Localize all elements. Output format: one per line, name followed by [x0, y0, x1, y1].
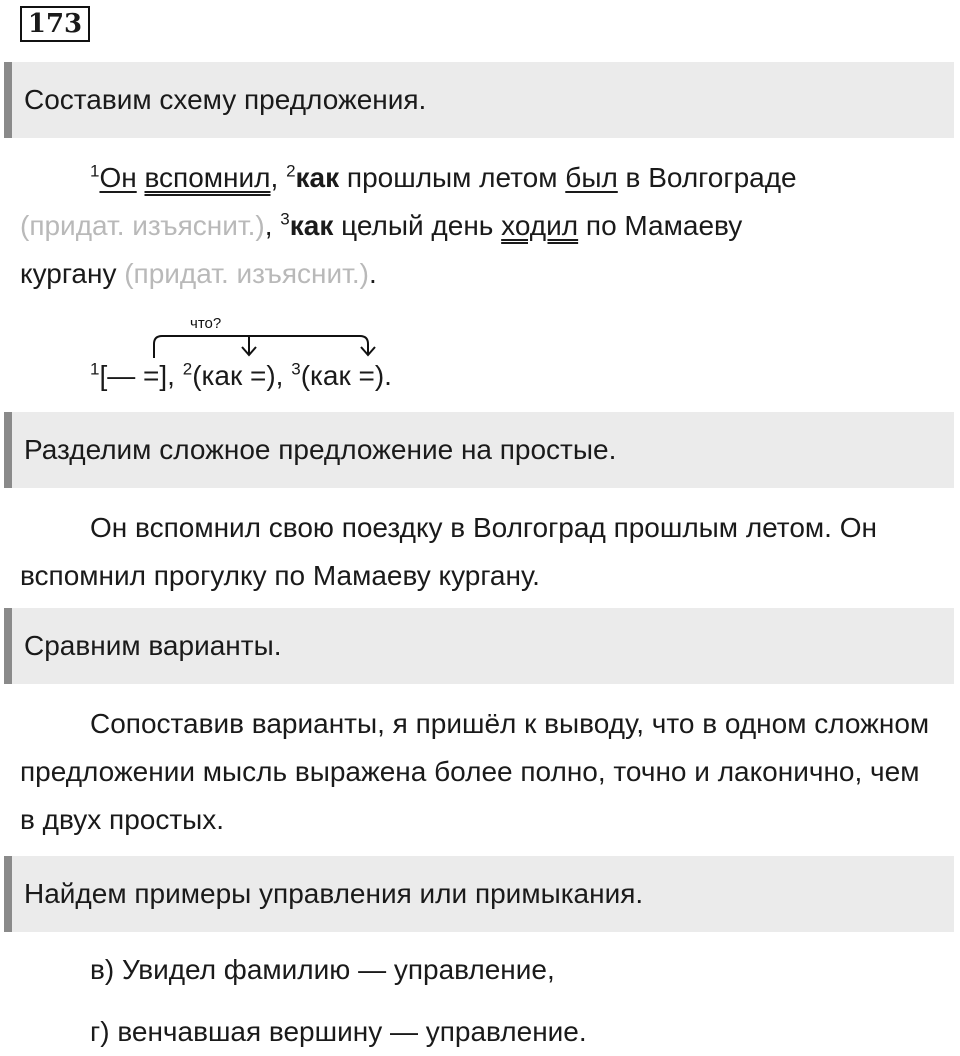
punctuation: ,	[270, 162, 279, 193]
section-heading-compare: Сравним варианты.	[4, 608, 954, 684]
sentence-text: кургану	[20, 258, 125, 289]
clause-number: 1	[90, 359, 100, 379]
punctuation: .	[368, 258, 377, 289]
compare-paragraph	[20, 700, 930, 844]
question-label: что?	[190, 315, 222, 332]
task-number: 173	[20, 6, 90, 42]
predicate-word: ходил	[501, 210, 579, 241]
conjunction-word: как	[295, 162, 340, 193]
punctuation: ,	[264, 210, 281, 241]
paragraph-text: Он вспомнил свою поездку в Волгоград прошлым летом. Он вспомнил прогулку по Мамаеву кургану.	[20, 512, 877, 591]
section-heading-scheme: Составим схему предложения.	[4, 62, 954, 138]
sentence-text: прошлым летом	[339, 162, 566, 193]
sentence-text: в Волгограде	[617, 162, 797, 193]
paragraph-text: Сопоставив варианты, я пришёл к выводу, что в одном сложном предложении мысль выражена более полно, точно и лаконично, чем в двух простых.	[20, 708, 930, 835]
scheme-part: (как =),	[192, 360, 292, 391]
sentence-scheme	[90, 352, 392, 400]
clause-number: 2	[286, 161, 296, 181]
example-item: в) Увидел фамилию — управление,	[90, 954, 555, 985]
sentence-paragraph	[20, 154, 930, 298]
conjunction-word: как	[289, 210, 334, 241]
clause-number: 3	[291, 359, 301, 379]
scheme-part: (как =).	[300, 360, 392, 391]
subject-word: Он	[99, 162, 137, 193]
split-paragraph	[20, 504, 930, 600]
clause-note: (придат. изъяснит.)	[20, 210, 265, 241]
sentence-text: целый день	[333, 210, 502, 241]
clause-number: 1	[90, 161, 100, 181]
predicate-word: был	[565, 162, 618, 193]
section-heading-split: Разделим сложное предложение на простые.	[4, 412, 954, 488]
clause-number: 2	[182, 359, 193, 379]
clause-number: 3	[280, 209, 290, 229]
section-heading-examples: Найдем примеры управления или примыкания.	[4, 856, 954, 932]
scheme-part: [— =],	[99, 360, 183, 391]
clause-note: (придат. изъяснит.)	[124, 258, 369, 289]
sentence-text: по Мамаеву	[578, 210, 743, 241]
predicate-word: вспомнил	[144, 162, 271, 193]
example-item: г) венчавшая вершину — управление.	[90, 1016, 587, 1047]
